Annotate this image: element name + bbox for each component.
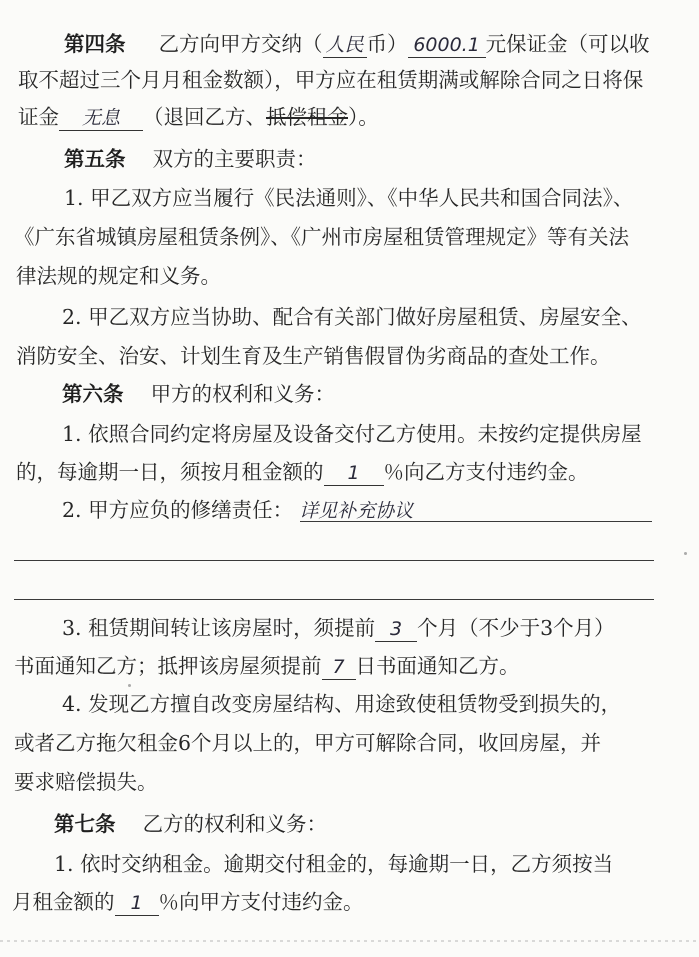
article-5-p1-line-3: 律法规的规定和义务。 xyxy=(16,264,221,288)
article-6-item-4-line-2: 或者乙方拖欠租金6个月以上的，甲方可解除合同，收回房屋，并 xyxy=(14,731,602,755)
article-7-item-1-line-1: 1. 依时交纳租金。逾期交付租金的，每逾期一日，乙方须按当 xyxy=(54,852,614,876)
article-6-item-3-line-2 xyxy=(14,652,520,680)
article-4-line-1 xyxy=(64,30,650,58)
article-6-header xyxy=(62,380,335,408)
deposit-amount-field: 6000.1 xyxy=(408,33,486,58)
fill-line xyxy=(14,599,654,600)
article-5-heading: 第五条 xyxy=(64,147,126,171)
article-6-text: ％向乙方支付违约金。 xyxy=(383,460,589,484)
article-5-p1-line-2: 《广东省城镇房屋租赁条例》、《广州市房屋租赁管理规定》等有关法 xyxy=(14,225,629,249)
article-6-text: 书面通知乙方；抵押该房屋须提前 xyxy=(14,654,322,678)
article-6-item-1-line-2 xyxy=(16,458,589,486)
article-4-text: 币） xyxy=(366,32,408,56)
scan-speck xyxy=(128,684,131,687)
article-6-item-4-line-3: 要求赔偿损失。 xyxy=(14,770,158,794)
article-7-header xyxy=(54,810,327,838)
article-7-text: ％向甲方支付违约金。 xyxy=(158,890,364,914)
article-4-text: （退回乙方、 xyxy=(143,105,266,129)
article-6-text: 个月（不少于3个月） xyxy=(417,616,615,640)
article-6-text: 的，每逾期一日，须按月租金额的 xyxy=(16,460,324,484)
article-6-item-1-line-1: 1. 依照合同约定将房屋及设备交付乙方使用。未按约定提供房屋 xyxy=(62,422,642,446)
article-7-title: 乙方的权利和义务： xyxy=(142,812,328,836)
article-6-item-3-line-1 xyxy=(62,614,615,642)
article-6-heading: 第六条 xyxy=(62,382,124,406)
late-fee-percent-field: 1 xyxy=(324,461,384,486)
fill-line xyxy=(14,560,654,561)
article-5-p1-line-1: 1. 甲乙双方应当履行《民法通则》、《中华人民共和国合同法》、 xyxy=(64,186,634,210)
scan-edge xyxy=(0,940,699,942)
article-4-line-3 xyxy=(18,103,379,131)
transfer-notice-months-field: 3 xyxy=(375,617,417,642)
article-4-text: ）。 xyxy=(348,105,379,129)
repair-duty-value: 详见补充协议 xyxy=(299,500,414,522)
mortgage-notice-days-field: 7 xyxy=(322,655,356,680)
article-4-line-2: 取不超过三个月月租金数额），甲方应在租赁期满或解除合同之日将保 xyxy=(18,68,644,92)
interest-field: 无息 xyxy=(59,106,143,131)
article-5-header xyxy=(64,145,317,173)
article-5-p2-line-2: 消防安全、治安、计划生育及生产销售假冒伪劣商品的查处工作。 xyxy=(16,344,611,368)
article-6-title: 甲方的权利和义务： xyxy=(150,382,336,406)
fill-line xyxy=(300,521,652,522)
struck-text: 抵偿租金 xyxy=(266,105,348,129)
article-7-item-1-line-2 xyxy=(12,888,364,916)
article-6-item-4-line-1: 4. 发现乙方擅自改变房屋结构、用途致使租赁物受到损失的， xyxy=(62,692,622,716)
article-6-text: 3. 租赁期间转让该房屋时，须提前 xyxy=(62,616,376,640)
currency-field: 人民 xyxy=(323,33,367,58)
article-4-heading: 第四条 xyxy=(64,32,126,56)
repair-duty-label: 2. 甲方应负的修缮责任： xyxy=(62,498,294,522)
scan-speck xyxy=(684,552,687,555)
article-5-p2-line-1: 2. 甲乙双方应当协助、配合有关部门做好房屋租赁、房屋安全、 xyxy=(62,305,642,329)
article-7-heading: 第七条 xyxy=(54,812,116,836)
rent-late-fee-percent-field: 1 xyxy=(115,891,159,916)
article-4-text: 乙方向甲方交纳（ xyxy=(158,32,323,56)
article-4-text: 元保证金（可以收 xyxy=(485,32,650,56)
article-6-text: 日书面通知乙方。 xyxy=(355,654,520,678)
article-5-title: 双方的主要职责： xyxy=(152,147,317,171)
article-4-text: 证金 xyxy=(18,105,59,129)
article-7-text: 月租金额的 xyxy=(12,890,115,914)
